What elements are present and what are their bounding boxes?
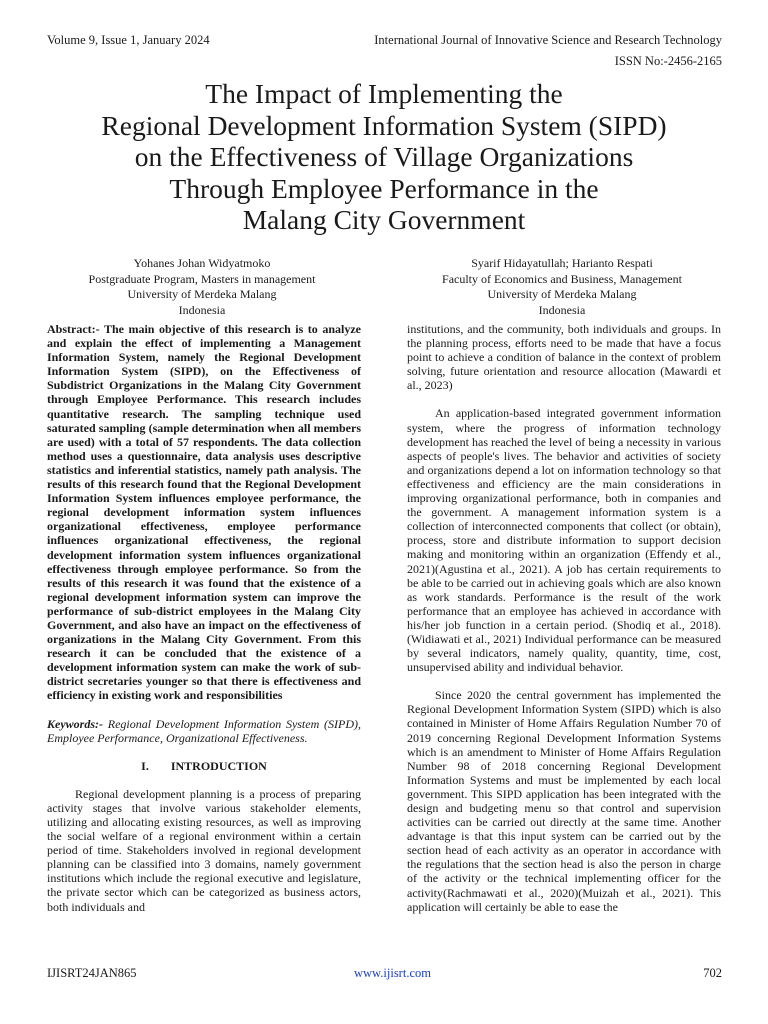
paper-title: [24, 78, 744, 236]
journal-name: International Journal of Innovative Science and Research Technology: [374, 33, 722, 47]
paper-id: IJISRT24JAN865: [47, 966, 137, 980]
journal-url-link[interactable]: www.ijisrt.com: [354, 966, 431, 980]
title-line: on the Effectiveness of Village Organizations: [134, 141, 634, 172]
title-line: Through Employee Performance in the: [169, 172, 599, 204]
journal-issn: ISSN No:-2456-2165: [614, 54, 722, 68]
keywords-text: Regional Development Information System (SIPD), Employee Performance, Organizational Effectiveness.: [47, 716, 361, 745]
author-block-right: [397, 256, 727, 318]
author-faculty: Faculty of Economics and Business, Management: [442, 271, 682, 286]
section-title: INTRODUCTION: [170, 758, 267, 773]
author-university: University of Merdeka Malang: [127, 287, 277, 301]
author-name: Yohanes Johan Widyatmoko: [133, 256, 271, 270]
keywords: [47, 717, 361, 745]
section-number: I.: [141, 758, 149, 773]
keywords-label: Keywords:-: [47, 716, 103, 731]
left-column: [47, 322, 361, 914]
body-paragraph: An application-based integrated government information system, where the progress of information technology development has reached the level of being a necessity in various aspects of people's lives. The behavior and activities of society and organizations depend a lot on information technology so that effectiveness and efficiency are the main considerations in improving organizational performance, both in companies and the government. A management information system is a collection of interconnected components that collect (or obtain), process, store and distribute information to support decision making and monitoring within an organization (Effendy et al., 2021)(Agustina et al., 2021). A job has certain requirements to be able to be carried out in achieving goals which are also known as work standards. Performance is the result of the work performance that an employee has achieved in accordance with his/her job function in a certain period. (Shodiq et al., 2018). (Widiawati et al., 2021) Individual performance can be measured by several indicators, namely quality, quantity, time, cost, unsupervised ability and individual behavior.: [407, 406, 721, 675]
title-line: Malang City Government: [242, 204, 526, 235]
body-paragraph: Since 2020 the central government has implemented the Regional Development Information System (SIPD) which is also contained in Minister of Home Affairs Regulation Number 70 of 2019 concerning Regional Development Information Systems which is an amendment to Minister of Home Affairs Regulation Number 98 of 2018 concerning Regional Development Information Systems and must be implemented by each local government. This SIPD application has been integrated with the design and budgeting menu so that control and supervision activities can be carried out directly at the same time. Another advantage is that this input system can be carried out by the section head of each activity as an operator in accordance with the regulations that the section head is also the person in charge of the activity or the technical implementing officer for the activity(Rachmawati et al., 2020)(Muizah et al., 2021). This application will certainly be able to ease the: [407, 688, 721, 914]
author-country: Indonesia: [178, 302, 226, 317]
right-column: [407, 322, 721, 914]
author-block-left: [37, 256, 367, 318]
abstract: Abstract:- The main objective of this research is to analyze and explain the effect of implementing a Management Information System, namely the Regional Development Information System (SIPD), on the Effectiveness of Subdistrict Organizations in the Malang City Government through Employee Performance. This research includes quantitative research. The sampling technique used saturated sampling (sample determination when all members are used) with a total of 57 respondents. The data collection method uses a questionnaire, data analysis uses descriptive statistics and inferential statistics, namely path analysis. The results of this research found that the Regional Development Information System influences employee performance, the regional development information system influences organizational effectiveness, employee performance influences organizational effectiveness, the regional development information system influences organizational effectiveness through employee performance. So from the results of this research it was found that the existence of a regional development information system can improve the performance of sub-district employees in the Malang City Government, and also have an impact on the effectiveness of organizations in the Malang City Government. From this research it can be concluded that the existence of a development information system can make the work of sub-district secretaries younger so that there is effectiveness and efficiency in existing work and responsibilities: [47, 322, 361, 703]
author-program: Postgraduate Program, Masters in management: [88, 271, 316, 286]
body-paragraph: Regional development planning is a process of preparing activity stages that involve various stakeholder elements, utilizing and allocating existing resources, as well as improving the social welfare of a regional environment within a certain period of time. Stakeholders involved in regional development planning can be classified into 3 domains, namely government institutions which include the regional executive and legislature, the private sector which can be categorized as business actors, both individuals and: [47, 786, 361, 914]
author-country: Indonesia: [538, 302, 586, 317]
title-line: Regional Development Information System (SIPD): [101, 109, 667, 141]
author-name: Syarif Hidayatullah; Harianto Respati: [471, 256, 653, 270]
section-heading: [47, 759, 361, 773]
body-paragraph: institutions, and the community, both individuals and groups. In the planning process, efforts need to be made that have a focus point to achieve a condition of balance in the context of problem solving, future orientation and resource allocation (Mawardi et al., 2023): [407, 322, 721, 393]
journal-volume: Volume 9, Issue 1, January 2024: [47, 33, 210, 47]
title-line: The Impact of Implementing the: [205, 78, 563, 109]
page-number: 702: [703, 966, 722, 980]
author-university: University of Merdeka Malang: [487, 287, 637, 301]
